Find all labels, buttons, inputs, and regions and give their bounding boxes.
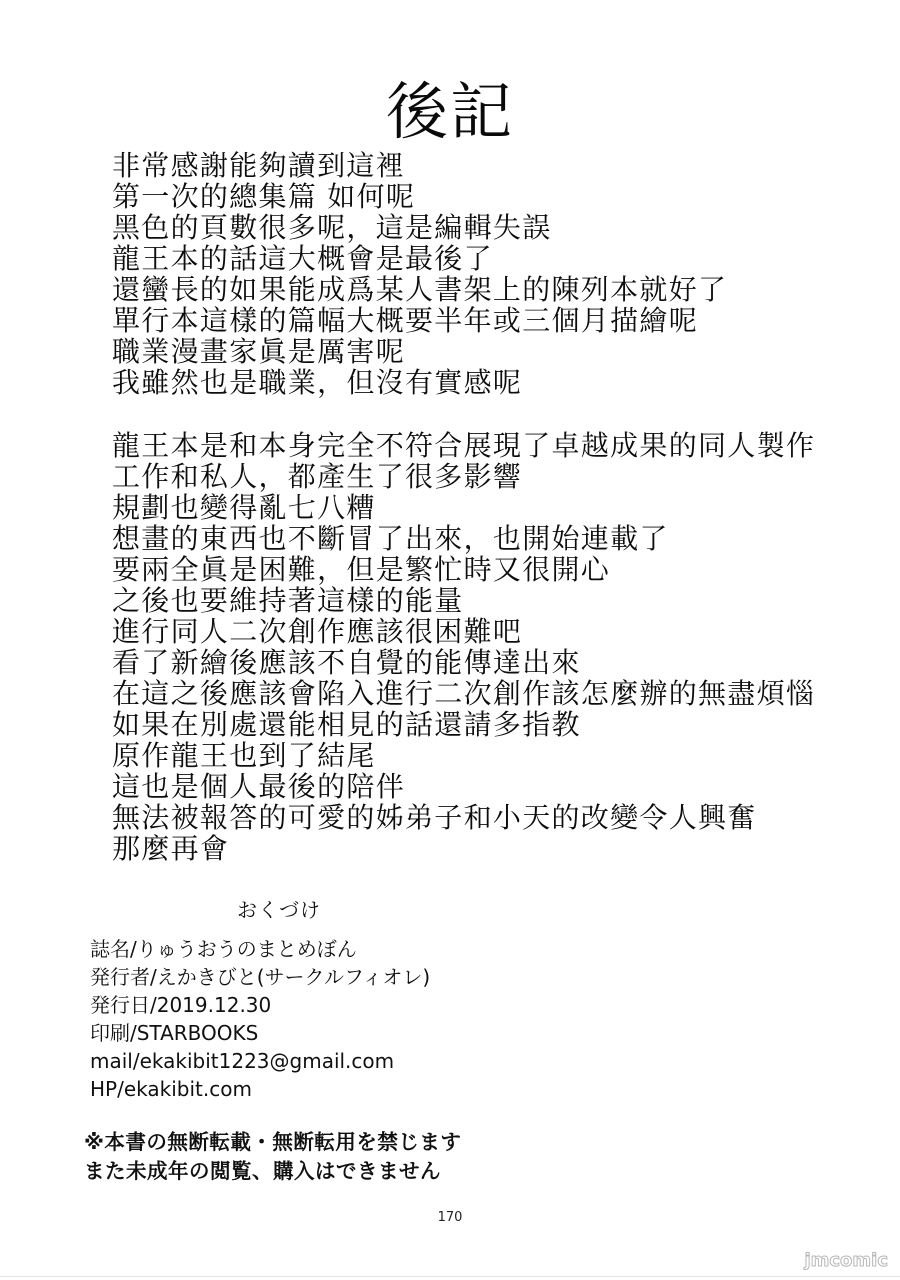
watermark-logo: jmcomic bbox=[804, 1250, 888, 1271]
colophon-printer-row: 印刷/STARBOOKS bbox=[90, 1021, 259, 1045]
text-line: 無法被報答的可愛的姊弟子和小天的改變令人興奮 bbox=[112, 801, 757, 834]
text-line: 這也是個人最後的陪伴 bbox=[112, 770, 406, 803]
paragraph-2 bbox=[112, 430, 892, 864]
text-line: 非常感謝能夠讀到這裡 bbox=[112, 149, 406, 182]
text-line: 工作和私人，都產生了很多影響 bbox=[112, 460, 523, 493]
text-line: 要兩全眞是困難，但是繁忙時又很開心 bbox=[112, 553, 611, 586]
text-line: 龍王本是和本身完全不符合展現了卓越成果的同人製作 bbox=[112, 429, 816, 462]
divider bbox=[0, 1276, 900, 1277]
text-line: 第一次的總集篇 如何呢 bbox=[112, 180, 416, 213]
text-line: 那麼再會 bbox=[112, 832, 230, 865]
text-line: 看了新繪後應該不自覺的能傳達出來 bbox=[112, 646, 581, 679]
copyright-notice bbox=[84, 1128, 461, 1186]
paragraph-1 bbox=[112, 150, 892, 398]
text-line: 龍王本的話這大概會是最後了 bbox=[112, 242, 493, 275]
page-number: 170 bbox=[437, 1210, 463, 1225]
notice-line: また未成年の閲覧、購入はできません bbox=[84, 1159, 441, 1183]
colophon-date-row: 発行日/2019.12.30 bbox=[90, 993, 272, 1017]
text-line: 如果在別處還能相見的話還請多指教 bbox=[112, 708, 581, 741]
notice-line: ※本書の無断転載・無断転用を禁じます bbox=[84, 1130, 462, 1154]
page-title: 後記 bbox=[385, 75, 514, 148]
text-line: 進行同人二次創作應該很困難吧 bbox=[112, 615, 523, 648]
text-line: 想畫的東西也不斷冒了出來，也開始連載了 bbox=[112, 522, 669, 555]
colophon-title-row: 誌名/りゅうおうのまとめぼん bbox=[90, 937, 357, 961]
text-line: 在這之後應該會陷入進行二次創作該怎麼辦的無盡煩惱 bbox=[112, 677, 816, 710]
text-line: 職業漫畫家眞是厲害呢 bbox=[112, 335, 406, 368]
afterword-body bbox=[112, 150, 892, 864]
text-line: 我雖然也是職業，但沒有實感呢 bbox=[112, 366, 523, 399]
text-line: 黑色的頁數很多呢，這是編輯失誤 bbox=[112, 211, 552, 244]
colophon-heading: おくづけ bbox=[237, 898, 321, 922]
colophon-email-row: mail/ekakibit1223@gmail.com bbox=[90, 1049, 395, 1073]
colophon-homepage-row: HP/ekakibit.com bbox=[90, 1077, 252, 1101]
colophon-publisher-row: 発行者/えかきびと(サークルフィオレ) bbox=[90, 965, 431, 989]
text-line: 單行本這樣的篇幅大概要半年或三個月描繪呢 bbox=[112, 304, 699, 337]
colophon bbox=[90, 935, 430, 1103]
text-line: 之後也要維持著這樣的能量 bbox=[112, 584, 464, 617]
text-line: 原作龍王也到了結尾 bbox=[112, 739, 376, 772]
text-line: 還蠻長的如果能成爲某人書架上的陳列本就好了 bbox=[112, 273, 728, 306]
text-line: 規劃也變得亂七八糟 bbox=[112, 491, 376, 524]
